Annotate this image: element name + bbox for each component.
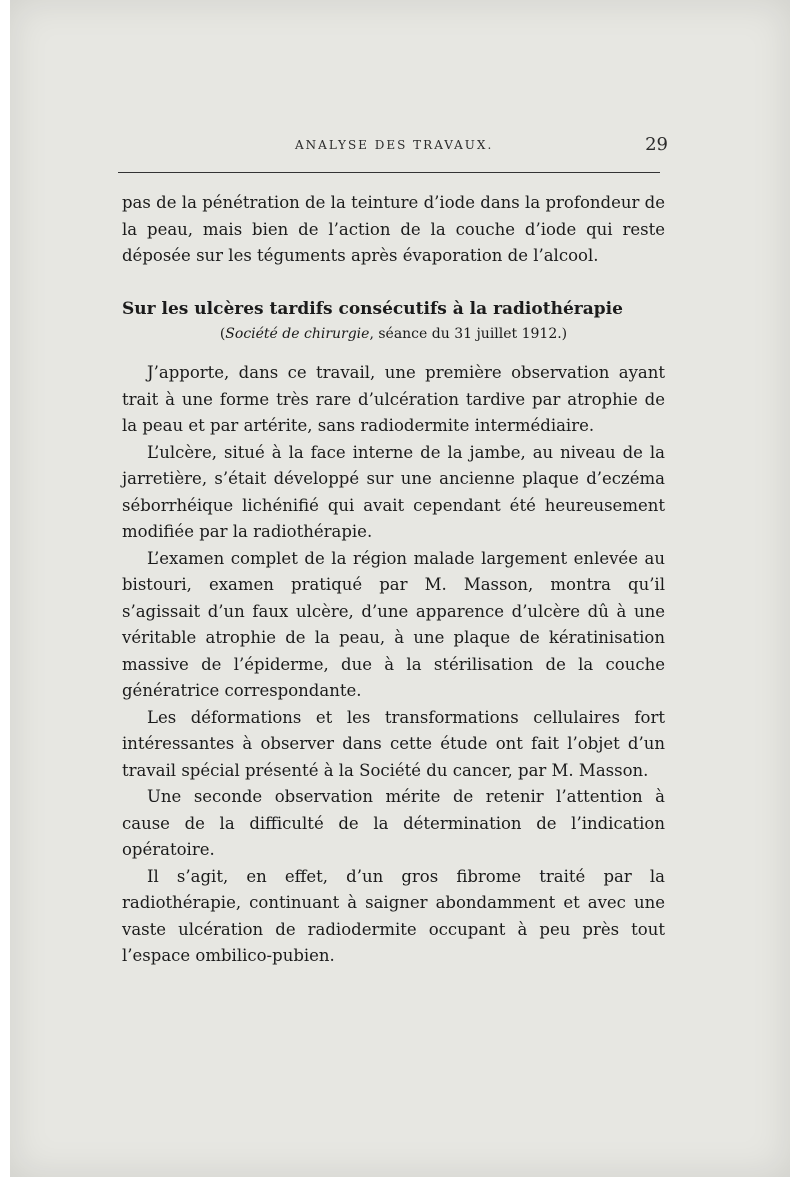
paragraph-3: L’examen complet de la région malade largement enlevée au bistouri, examen pratiqué par M. Masson, montra qu’il s’agissait d’un faux ulcère, d’une apparence d’ulcère dû à une véritable atrophie de la peau, à une plaque de kératinisation massive de l’épiderme, due à la stérilisation de la couche génératrice correspondante. [122,548,665,700]
paragraph-4: Les déformations et les transformations cellulaires fort intéressantes à observer dans cette étude ont fait l’objet d’un travail spécial présenté à la Société du cancer, par M. Masson. [122,707,665,780]
paragraph-2: L’ulcère, situé à la face interne de la jambe, au niveau de la jarretière, s’était développé sur une ancienne plaque d’eczéma séborrhéique lichénifié qui avait cependant été heureusement modifiée par la radiothérapie. [122,442,665,541]
paragraph-1: J’apporte, dans ce travail, une première observation ayant trait à une forme très rare d’ulcération tardive par atrophie de la peau et par artérite, sans radiodermite intermédiaire. [122,363,665,435]
body-text [122,190,665,970]
paragraph-5: Une seconde observation mérite de retenir l’attention à cause de la difficulté de la détermination de l’indication opératoire. [122,787,665,859]
running-head: ANALYSE DES TRAVAUX. [295,138,494,152]
page-number: 29 [645,134,668,155]
header-rule [118,172,660,173]
citation [122,322,665,346]
citation-rest: , séance du 31 juillet 1912.) [369,326,568,342]
citation-open: ( [219,326,226,342]
continuation-paragraph: pas de la pénétration de la teinture d’iode dans la profondeur de la peau, mais bien de l’action de la couche d’iode qui reste déposée sur les téguments après évaporation de l’alcool. [122,193,665,265]
paragraph-6: Il s’agit, en effet, d’un gros fibrome traité par la radiothérapie, continuant à saigner abondamment et avec une vaste ulcération de radiodermite occupant à peu près tout l’espace ombilico-pubien. [122,866,665,965]
page-header [130,134,670,160]
section-title: Sur les ulcères tardifs consécutifs à la radiothérapie [122,298,623,319]
citation-society: Société de chirurgie [225,326,370,342]
